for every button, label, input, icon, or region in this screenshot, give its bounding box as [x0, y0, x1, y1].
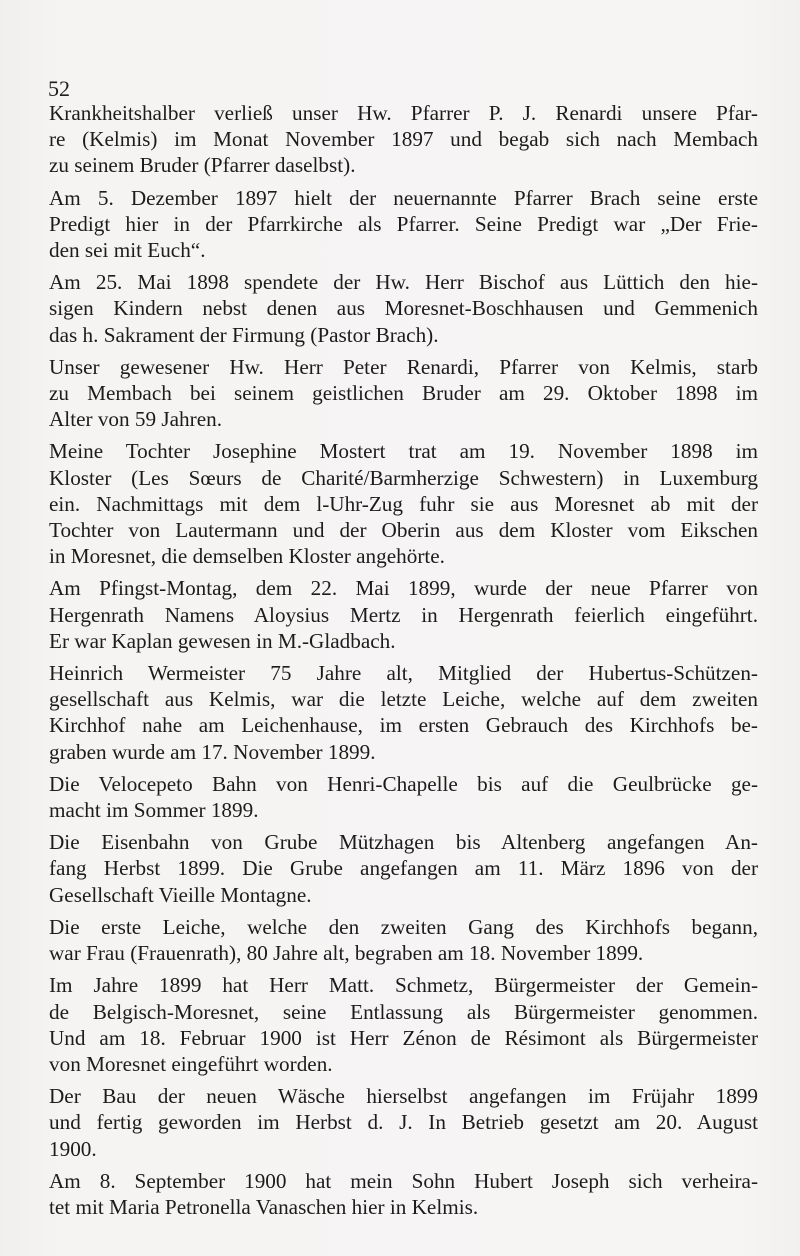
- text-line: Er war Kaplan gewesen in M.-Gladbach.: [49, 628, 396, 653]
- text-line: tet mit Maria Petronella Vanaschen hier in Kelmis.: [49, 1194, 479, 1219]
- text-line: Und am 18. Februar 1900 ist Herr Zénon de Résimont als Bürgermeister: [49, 1025, 758, 1050]
- paragraph: [49, 354, 758, 433]
- text-line: de Belgisch-Moresnet, seine Entlassung als Bürgermeister genommen.: [49, 999, 758, 1024]
- text-line: Heinrich Wermeister 75 Jahre alt, Mitglied der Hubertus-Schützen-: [49, 661, 758, 686]
- text-line: den sei mit Euch“.: [49, 238, 206, 263]
- text-line: zu seinem Bruder (Pfarrer daselbst).: [49, 153, 356, 178]
- text-line: Tochter von Lautermann und der Oberin aus dem Kloster vom Eikschen: [49, 518, 758, 543]
- text-line: Am 8. September 1900 hat mein Sohn Hubert Joseph sich verheira-: [49, 1168, 758, 1193]
- text-line: Alter von 59 Jahren.: [49, 407, 222, 432]
- paragraph: [49, 1083, 758, 1162]
- text-line: macht im Sommer 1899.: [49, 798, 259, 823]
- text-line: zu Membach bei seinem geistlichen Bruder am 29. Oktober 1898 im: [49, 381, 758, 406]
- text-line: Am 25. Mai 1898 spendete der Hw. Herr Bischof aus Lüttich den hie-: [49, 270, 758, 295]
- paragraph: [49, 972, 758, 1077]
- text-line: Kirchhof nahe am Leichenhause, im ersten Gebrauch des Kirchhofs be-: [49, 713, 758, 738]
- text-line: von Moresnet eingeführt worden.: [49, 1051, 333, 1076]
- paragraph: [49, 185, 758, 264]
- paragraph: [49, 914, 758, 966]
- paragraph: [49, 1168, 758, 1220]
- text-line: Hergenrath Namens Aloysius Mertz in Hergenrath feierlich eingeführt.: [49, 602, 758, 627]
- paragraph: [49, 660, 758, 765]
- text-line: Die Velocepeto Bahn von Henri-Chapelle bis auf die Geulbrücke ge-: [49, 771, 758, 796]
- text-line: graben wurde am 17. November 1899.: [49, 739, 376, 764]
- text-line: Meine Tochter Josephine Mostert trat am 19. November 1898 im: [49, 439, 758, 464]
- text-line: Die erste Leiche, welche den zweiten Gang des Kirchhofs begann,: [49, 914, 758, 939]
- text-line: ein. Nachmittags mit dem l-Uhr-Zug fuhr sie aus Moresnet ab mit der: [49, 491, 758, 516]
- text-line: sigen Kindern nebst denen aus Moresnet-Boschhausen und Gemmenich: [49, 296, 758, 321]
- text-line: Am 5. Dezember 1897 hielt der neuernannte Pfarrer Brach seine erste: [49, 185, 758, 210]
- paragraph: [49, 829, 758, 908]
- paragraph: [49, 575, 758, 654]
- text-line: 1900.: [49, 1136, 97, 1161]
- text-line: Der Bau der neuen Wäsche hierselbst angefangen im Früjahr 1899: [49, 1084, 758, 1109]
- text-line: war Frau (Frauenrath), 80 Jahre alt, begraben am 18. November 1899.: [49, 941, 644, 966]
- text-line: gesellschaft aus Kelmis, war die letzte Leiche, welche auf dem zweiten: [49, 687, 758, 712]
- paragraph: [49, 269, 758, 348]
- text-line: Unser gewesener Hw. Herr Peter Renardi, Pfarrer von Kelmis, starb: [49, 354, 758, 379]
- text-line: und fertig geworden im Herbst d. J. In Betrieb gesetzt am 20. August: [49, 1110, 758, 1135]
- text-line: re (Kelmis) im Monat November 1897 und begab sich nach Membach: [49, 127, 758, 152]
- paragraph: [49, 771, 758, 823]
- text-line: Gesellschaft Vieille Montagne.: [49, 882, 312, 907]
- paragraph: [49, 100, 758, 179]
- page-number: 52: [48, 76, 70, 101]
- page-body-text: [49, 100, 758, 1226]
- text-line: Im Jahre 1899 hat Herr Matt. Schmetz, Bürgermeister der Gemein-: [49, 973, 758, 998]
- text-line: Predigt hier in der Pfarrkirche als Pfarrer. Seine Predigt war „Der Frie-: [49, 211, 758, 236]
- text-line: in Moresnet, die demselben Kloster angehörte.: [49, 544, 445, 569]
- text-line: das h. Sakrament der Firmung (Pastor Brach).: [49, 322, 439, 347]
- text-line: Kloster (Les Sœurs de Charité/Barmherzige Schwestern) in Luxemburg: [49, 465, 758, 490]
- paragraph: [49, 438, 758, 569]
- text-line: Krankheitshalber verließ unser Hw. Pfarrer P. J. Renardi unsere Pfar-: [49, 101, 758, 125]
- text-line: Am Pfingst-Montag, dem 22. Mai 1899, wurde der neue Pfarrer von: [49, 576, 758, 601]
- text-line: Die Eisenbahn von Grube Mützhagen bis Altenberg angefangen An-: [49, 830, 758, 855]
- text-line: fang Herbst 1899. Die Grube angefangen am 11. März 1896 von der: [49, 856, 758, 881]
